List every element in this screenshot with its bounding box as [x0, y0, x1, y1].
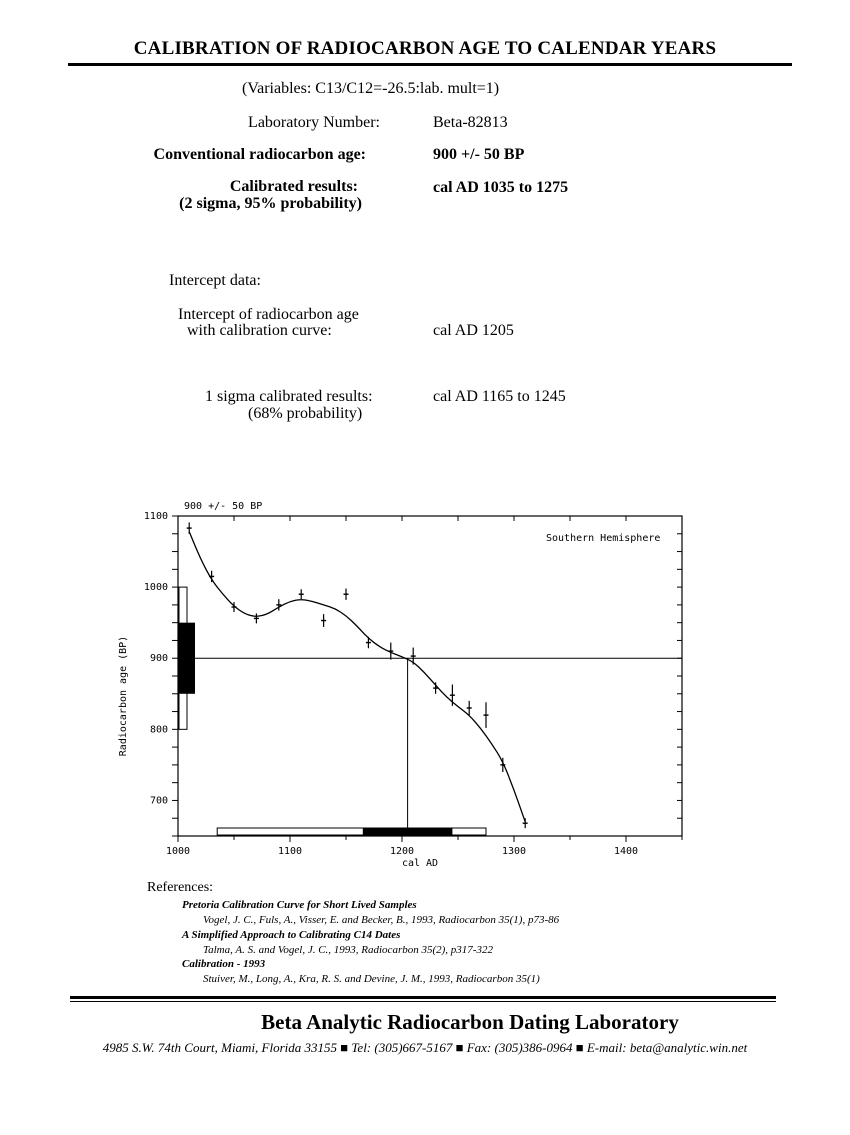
x-tick-label: 1200: [389, 846, 415, 857]
intercept-label-line-2: with calibration curve:: [187, 322, 332, 339]
lab-address: 4985 S.W. 74th Court, Miami, Florida 33155 ■ Tel: (305)667-5167 ■ Fax: (305)386-0964 ■ E-mail: beta@analytic.win.net: [102, 1040, 748, 1055]
lab-number-value: Beta-82813: [433, 114, 508, 131]
sigma1-value: cal AD 1165 to 1245: [433, 388, 566, 405]
reference-2-title: A Simplified Approach to Calibrating C14 Dates: [182, 929, 401, 941]
conventional-age-label: Conventional radiocarbon age:: [153, 146, 366, 163]
top-rule: [68, 63, 792, 66]
reference-1-title: Pretoria Calibration Curve for Short Lived Samples: [182, 899, 417, 911]
chart-y-axis-label: Radiocarbon age (BP): [118, 635, 129, 757]
reference-3-title: Calibration - 1993: [182, 958, 266, 970]
sigma1-label: 1 sigma calibrated results:: [205, 388, 373, 405]
chart-title: 900 +/- 50 BP: [184, 501, 263, 512]
intercept-value: cal AD 1205: [433, 322, 514, 339]
lab-name: Beta Analytic Radiocarbon Dating Laboratory: [261, 1010, 679, 1034]
chart-x-axis-label: cal AD: [401, 858, 439, 869]
intercept-heading: Intercept data:: [169, 272, 261, 289]
chart-ranges: [178, 587, 682, 836]
reference-3-cite: Stuiver, M., Long, A., Kra, R. S. and Devine, J. M., 1993, Radiocarbon 35(1): [203, 973, 540, 985]
bottom-rule-thin: [70, 1001, 776, 1002]
lab-number-label: Laboratory Number:: [248, 114, 380, 131]
calibrated-results-label: Calibrated results:: [229, 178, 358, 195]
plot-frame: [178, 516, 682, 836]
y-tick-label: 1100: [143, 511, 168, 522]
chart-measurements: [187, 522, 528, 828]
reference-1-cite: Vogel, J. C., Fuls, A., Visser, E. and Becker, B., 1993, Radiocarbon 35(1), p73-86: [203, 914, 560, 926]
x-tick-label: 1100: [277, 846, 303, 857]
references-heading: References:: [147, 880, 214, 895]
x-tick-label: 1300: [501, 846, 527, 857]
y-tick-label: 700: [149, 795, 168, 807]
intercept-label-line-1: Intercept of radiocarbon age: [178, 306, 359, 323]
variables-line: (Variables: C13/C12=-26.5:lab. mult=1): [242, 80, 500, 97]
page-title: CALIBRATION OF RADIOCARBON AGE TO CALENDAR YEARS: [133, 38, 717, 59]
bottom-rule: [70, 996, 776, 999]
y-tick-label: 1000: [143, 582, 168, 594]
reference-2-cite: Talma, A. S. and Vogel, J. C., 1993, Radiocarbon 35(2), p317-322: [203, 944, 493, 956]
calibration-chart: [0, 490, 850, 880]
x-tick-label: 1000: [165, 846, 191, 857]
y-tick-label: 900: [149, 653, 168, 665]
cal-1sigma-bar: [363, 828, 453, 835]
calibrated-results-sublabel: (2 sigma, 95% probability): [179, 195, 362, 212]
y-tick-label: 800: [149, 724, 168, 736]
chart-ticks: [144, 511, 682, 857]
calibrated-results-value: cal AD 1035 to 1275: [433, 179, 569, 196]
calibration-curve: [189, 532, 525, 822]
chart-annotation: Southern Hemisphere: [546, 533, 661, 544]
sigma1-sublabel: (68% probability): [248, 405, 363, 422]
chart-frame: [178, 516, 682, 836]
conventional-age-value: 900 +/- 50 BP: [433, 146, 525, 163]
x-tick-label: 1400: [613, 846, 639, 857]
